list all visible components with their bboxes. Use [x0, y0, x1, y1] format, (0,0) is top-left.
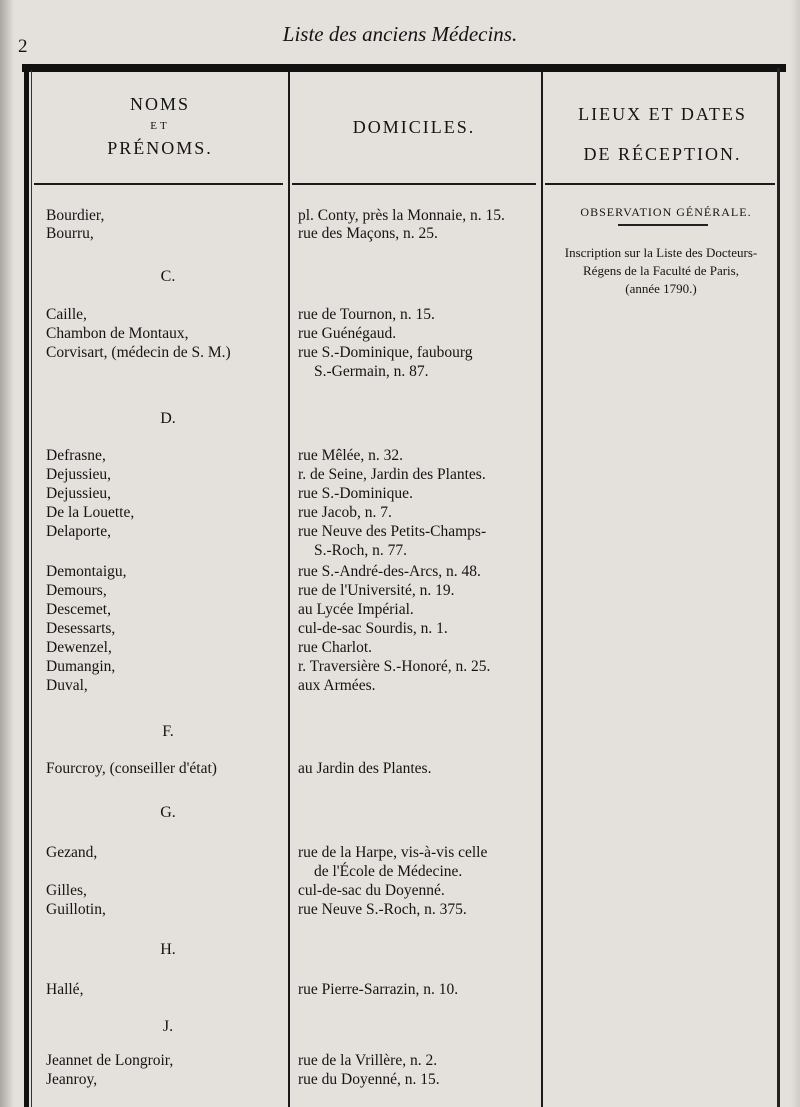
header-reception-line1: LIEUX ET DATES — [578, 104, 747, 124]
section-letter: G. — [160, 804, 176, 821]
entry-name: Guillotin, — [46, 901, 106, 918]
entry-address: au Lycée Impérial. — [298, 601, 414, 618]
entry-name: Bourdier, — [46, 207, 105, 224]
section-letter: D. — [160, 410, 176, 427]
entry-name: Gezand, — [46, 844, 98, 861]
observation-line3: (année 1790.) — [625, 281, 697, 296]
entry-address: rue Charlot. — [298, 639, 373, 656]
entry-name: Caille, — [46, 306, 87, 323]
header-reception — [545, 94, 780, 174]
entry-name: Dumangin, — [46, 658, 116, 675]
entry-name: Jeannet de Longroir, — [46, 1052, 174, 1069]
observation-line1: Inscription sur la Liste des Docteurs- — [564, 245, 758, 260]
header-noms-line3: PRÉNOMS. — [107, 138, 213, 158]
observation-title: OBSERVATION GÉNÉRALE. — [580, 205, 752, 219]
entry-name: Gilles, — [46, 882, 87, 899]
entry-name: Delaporte, — [46, 523, 111, 540]
header-underline-reception — [545, 183, 775, 185]
entry-name: Desessarts, — [46, 620, 116, 637]
entry-address: rue du Doyenné, n. 15. — [298, 1071, 440, 1088]
entry-address: aux Armées. — [298, 677, 376, 694]
header-domiciles: DOMICILES. — [352, 117, 476, 137]
entry-address: rue S.-Dominique. — [298, 485, 413, 502]
header-reception-line2: DE RÉCEPTION. — [583, 144, 742, 164]
entry-address: rue de Tournon, n. 15. — [298, 306, 435, 323]
entry-name: Dejussieu, — [46, 485, 112, 502]
entry-address: rue S.-Dominique, faubourg — [298, 344, 473, 361]
running-title: Liste des anciens Médecins. — [282, 22, 518, 46]
column-divider-2 — [541, 72, 543, 1107]
entry-address: rue des Maçons, n. 25. — [298, 225, 438, 242]
entry-name: Descemet, — [46, 601, 111, 618]
observation-line2: Régens de la Faculté de Paris, — [583, 263, 739, 278]
entry-address: rue Neuve des Petits-Champs- — [298, 523, 487, 540]
entry-address: au Jardin des Plantes. — [298, 760, 432, 777]
entry-address: r. de Seine, Jardin des Plantes. — [298, 466, 486, 483]
header-underline-domiciles — [292, 183, 536, 185]
entry-name: Demours, — [46, 582, 107, 599]
entry-name: Jeanroy, — [46, 1071, 98, 1088]
entry-name: Fourcroy, (conseiller d'état) — [46, 760, 217, 777]
entry-address: rue de la Vrillère, n. 2. — [298, 1052, 438, 1069]
entry-name: Dewenzel, — [46, 639, 112, 656]
entry-address: cul-de-sac Sourdis, n. 1. — [298, 620, 448, 637]
entry-address: rue de l'Université, n. 19. — [298, 582, 455, 599]
section-letter: F. — [162, 723, 174, 740]
entry-address: rue Pierre-Sarrazin, n. 10. — [298, 981, 459, 998]
table-top-rule — [22, 64, 786, 72]
entry-name: Defrasne, — [46, 447, 106, 464]
entry-name: Chambon de Montaux, — [46, 325, 189, 342]
section-letter: H. — [160, 941, 176, 958]
entry-address: rue Neuve S.-Roch, n. 375. — [298, 901, 467, 918]
entry-address: rue de la Harpe, vis-à-vis celle — [298, 844, 488, 861]
entry-name: Dejussieu, — [46, 466, 112, 483]
section-letter: C. — [160, 268, 176, 285]
entry-address: rue Mêlée, n. 32. — [298, 447, 404, 464]
observation-rule — [618, 224, 708, 226]
entry-address: cul-de-sac du Doyenné. — [298, 882, 445, 899]
entry-address: r. Traversière S.-Honoré, n. 25. — [298, 658, 491, 675]
entry-address-continuation: S.-Germain, n. 87. — [314, 363, 429, 380]
entry-name: Bourru, — [46, 225, 94, 242]
header-noms-line1: NOMS — [129, 94, 190, 114]
table-left-inner-border — [31, 70, 32, 1107]
entry-name: Corvisart, (médecin de S. M.) — [46, 344, 231, 361]
entry-address-continuation: de l'École de Médecine. — [314, 863, 463, 880]
entry-address: rue Jacob, n. 7. — [298, 504, 392, 521]
page-number: 2 — [18, 36, 28, 57]
entry-name: Hallé, — [46, 981, 84, 998]
page-edge-shadow — [790, 0, 800, 1107]
entry-address: rue S.-André-des-Arcs, n. 48. — [298, 563, 481, 580]
entry-name: De la Louette, — [46, 504, 135, 521]
entry-name: Demontaigu, — [46, 563, 127, 580]
column-divider-1 — [288, 72, 290, 1107]
entry-address: rue Guénégaud. — [298, 325, 397, 342]
section-letter: J. — [162, 1018, 174, 1035]
header-underline-names — [34, 183, 283, 185]
header-noms-line2: ET — [150, 120, 170, 132]
header-noms — [60, 93, 260, 159]
entry-address-continuation: S.-Roch, n. 77. — [314, 542, 407, 559]
table-right-border — [777, 68, 780, 1107]
page-gutter-shadow — [0, 0, 14, 1107]
entry-name: Duval, — [46, 677, 88, 694]
observation-text — [548, 244, 774, 298]
entry-address: pl. Conty, près la Monnaie, n. 15. — [298, 207, 505, 224]
table-left-border — [24, 68, 29, 1107]
